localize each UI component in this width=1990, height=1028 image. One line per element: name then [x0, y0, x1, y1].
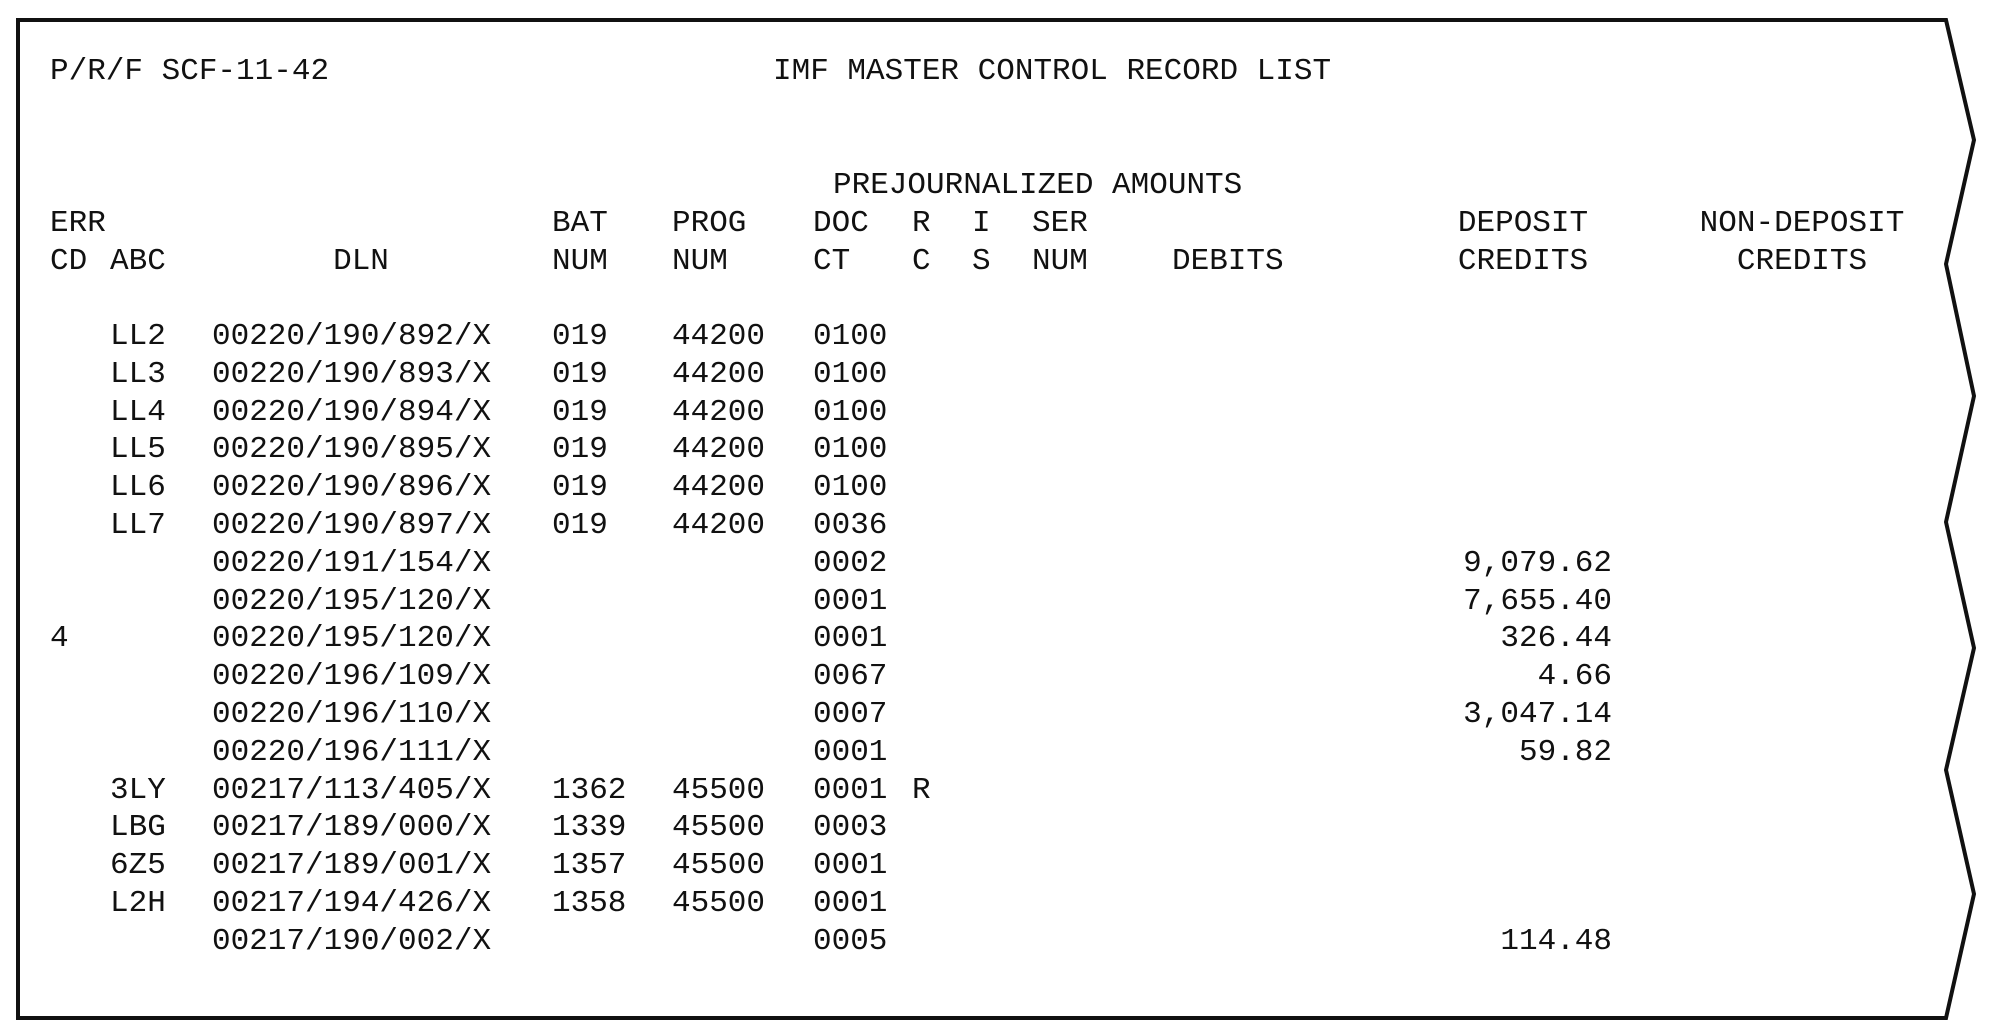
cell-doc-ct: 0100	[813, 394, 888, 430]
cell-err-cd: 4	[50, 621, 69, 657]
cell-abc: LL5	[110, 432, 166, 468]
header-non-deposit-credits-line2: CREDITS	[1736, 244, 1868, 279]
cell-doc-ct: 0036	[813, 508, 888, 543]
cell-doc-ct: 0100	[813, 356, 888, 392]
header-prog-num-line1: PROG	[672, 206, 747, 241]
cell-dln: 00217/189/001/X	[212, 848, 492, 884]
cell-prog-num: 44200	[672, 394, 766, 430]
header-bat-num-line2: NUM	[552, 244, 608, 279]
cell-dln: 00220/196/111/X	[212, 734, 492, 770]
header-dln-line2: DLN	[333, 244, 389, 279]
cell-bat-num: 1358	[552, 886, 627, 921]
cell-doc-ct: 0001	[813, 886, 888, 921]
report-id: P/R/F SCF-11-42	[50, 54, 330, 89]
cell-dln: 00217/194/426/X	[212, 886, 492, 921]
header-prog-num-line2: NUM	[672, 244, 728, 279]
cell-dln: 00217/190/002/X	[212, 923, 492, 959]
cell-doc-ct: 0001	[813, 583, 888, 619]
group-heading: PREJOURNALIZED AMOUNTS	[833, 168, 1243, 203]
cell-prog-num: 45500	[672, 848, 766, 884]
cell-dln: 00220/196/109/X	[212, 659, 492, 695]
cell-bat-num: 1339	[552, 810, 627, 846]
cell-bat-num: 019	[552, 470, 608, 506]
header-doc-ct-line2: CT	[813, 244, 851, 279]
cell-doc-ct: 0001	[813, 734, 888, 770]
cell-doc-ct: 0067	[813, 659, 888, 695]
cell-dln: 00220/190/896/X	[212, 470, 492, 506]
cell-bat-num: 019	[552, 432, 608, 468]
cell-bat-num: 019	[552, 508, 608, 543]
cell-doc-ct: 0007	[813, 697, 888, 732]
header-non-deposit-credits-line1: NON-DEPOSIT	[1699, 206, 1905, 241]
cell-deposit-credits: 3,047.14	[1463, 697, 1612, 732]
cell-dln: 00220/190/897/X	[212, 508, 492, 543]
header-is-line2: S	[972, 244, 991, 279]
cell-prog-num: 44200	[672, 432, 766, 468]
cell-doc-ct: 0005	[813, 923, 888, 959]
cell-deposit-credits: 59.82	[1518, 734, 1612, 770]
cell-dln: 00217/113/405/X	[212, 772, 492, 808]
cell-bat-num: 019	[552, 394, 608, 430]
cell-abc: LL7	[110, 508, 166, 543]
cell-dln: 00220/190/895/X	[212, 432, 492, 468]
cell-deposit-credits: 9,079.62	[1463, 545, 1612, 581]
cell-dln: 00220/191/154/X	[212, 545, 492, 581]
header-rc-line2: C	[912, 244, 931, 279]
cell-abc: LBG	[110, 810, 166, 846]
cell-doc-ct: 0001	[813, 621, 888, 657]
cell-abc: LL3	[110, 356, 166, 392]
cell-dln: 00220/196/110/X	[212, 697, 492, 732]
header-doc-ct-line1: DOC	[813, 206, 869, 241]
cell-deposit-credits: 114.48	[1500, 923, 1612, 959]
cell-dln: 00220/190/892/X	[212, 319, 492, 354]
cell-abc: 3LY	[110, 772, 166, 808]
cell-prog-num: 45500	[672, 772, 766, 808]
cell-dln: 00220/195/120/X	[212, 583, 492, 619]
cell-doc-ct: 0002	[813, 545, 888, 581]
header-bat-num-line1: BAT	[552, 206, 608, 241]
report-title: IMF MASTER CONTROL RECORD LIST	[773, 54, 1332, 89]
cell-doc-ct: 0001	[813, 848, 888, 884]
cell-abc: 6Z5	[110, 848, 166, 884]
header-deposit-credits-line2: CREDITS	[1457, 244, 1589, 279]
header-rc-line1: R	[912, 206, 931, 241]
header-debits-line2: DEBITS	[1172, 244, 1284, 279]
cell-abc: L2H	[110, 886, 166, 921]
header-abc-line2: ABC	[110, 244, 166, 279]
cell-prog-num: 44200	[672, 356, 766, 392]
cell-bat-num: 1362	[552, 772, 627, 808]
cell-doc-ct: 0100	[813, 432, 888, 468]
cell-prog-num: 45500	[672, 886, 766, 921]
header-ser-num-line2: NUM	[1032, 244, 1088, 279]
cell-dln: 00220/195/120/X	[212, 621, 492, 657]
cell-dln: 00217/189/000/X	[212, 810, 492, 846]
cell-bat-num: 019	[552, 319, 608, 354]
cell-doc-ct: 0100	[813, 319, 888, 354]
header-ser-num-line1: SER	[1032, 206, 1088, 241]
cell-prog-num: 44200	[672, 319, 766, 354]
cell-deposit-credits: 326.44	[1500, 621, 1612, 657]
cell-bat-num: 1357	[552, 848, 627, 884]
cell-abc: LL4	[110, 394, 166, 430]
cell-dln: 00220/190/893/X	[212, 356, 492, 392]
cell-dln: 00220/190/894/X	[212, 394, 492, 430]
cell-prog-num: 44200	[672, 508, 766, 543]
cell-deposit-credits: 7,655.40	[1463, 583, 1612, 619]
cell-prog-num: 44200	[672, 470, 766, 506]
header-is-line1: I	[972, 206, 991, 241]
cell-bat-num: 019	[552, 356, 608, 392]
header-err-cd-line2: CD	[50, 244, 88, 279]
cell-doc-ct: 0100	[813, 470, 888, 506]
cell-doc-ct: 0003	[813, 810, 888, 846]
cell-abc: LL2	[110, 319, 166, 354]
header-err-cd-line1: ERR	[50, 206, 106, 241]
cell-rc: R	[912, 772, 931, 808]
cell-deposit-credits: 4.66	[1537, 659, 1612, 695]
cell-abc: LL6	[110, 470, 166, 506]
cell-prog-num: 45500	[672, 810, 766, 846]
header-deposit-credits-line1: DEPOSIT	[1457, 206, 1589, 241]
cell-doc-ct: 0001	[813, 772, 888, 808]
